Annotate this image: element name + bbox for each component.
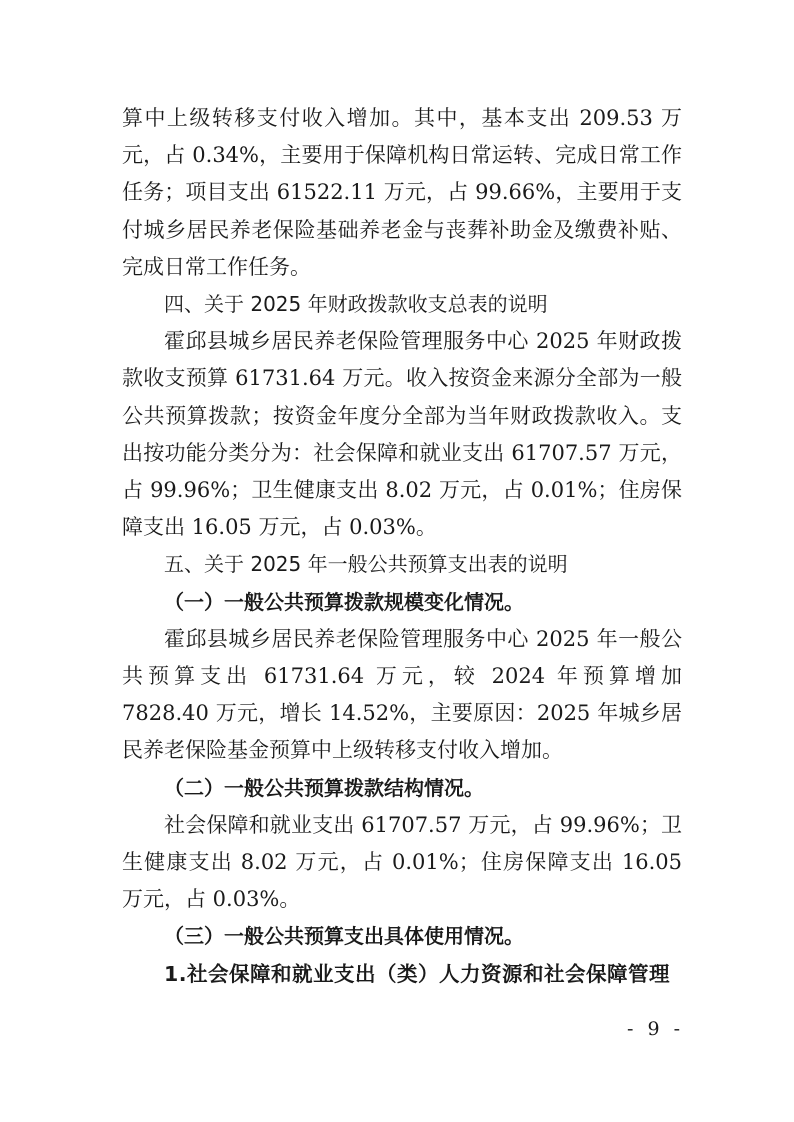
page-number: - 9 - bbox=[626, 1018, 684, 1040]
subheading-2: （二）一般公共预算拨款结构情况。 bbox=[164, 775, 484, 800]
paragraph-structure: 社会保障和就业支出 61707.57 万元，占 99.96%；卫生健康支出 8.02 万元，占 0.01%；住房保障支出 16.05 万元，占 0.03%。 bbox=[122, 812, 682, 912]
paragraph-financial-summary: 霍邱县城乡居民养老保险管理服务中心 2025 年财政拨款收支预算 61731.64 万元。收入按资金来源分全部为一般公共预算拨款；按资金年度分全部为当年财政拨款收入。支出按功能分类分为：社会保障和就业支出 61707.57 万元，占 99.96%；卫生健康支出 8.02 万元，占 0.01%；住房保障支出 16.05 万元，占 0.03%。 bbox=[122, 329, 682, 540]
paragraph-continuation: 算中上级转移支付收入增加。其中，基本支出 209.53 万元，占 0.34%，主要用于保障机构日常运转、完成日常工作任务；项目支出 61522.11 万元，占 99.66%，主要用于支付城乡居民养老保险基础养老金与丧葬补助金及缴费补贴、完成日常工作任务。 bbox=[122, 106, 682, 279]
body-text bbox=[122, 100, 682, 993]
paragraph-scale-change: 霍邱县城乡居民养老保险管理服务中心 2025 年一般公共预算支出 61731.64 万元，较 2024 年预算增加 7828.40 万元，增长 14.52%，主要原因：2025 年城乡居民养老保险基金预算中上级转移支付收入增加。 bbox=[122, 626, 682, 763]
section-heading-5: 五、关于 2025 年一般公共预算支出表的说明 bbox=[164, 552, 568, 577]
subheading-1: （一）一般公共预算拨款规模变化情况。 bbox=[164, 589, 524, 614]
section-heading-4: 四、关于 2025 年财政拨款收支总表的说明 bbox=[164, 292, 548, 317]
item-heading-1: 1.社会保障和就业支出（类）人力资源和社会保障管理 bbox=[164, 961, 671, 986]
subheading-3: （三）一般公共预算支出具体使用情况。 bbox=[164, 924, 524, 949]
